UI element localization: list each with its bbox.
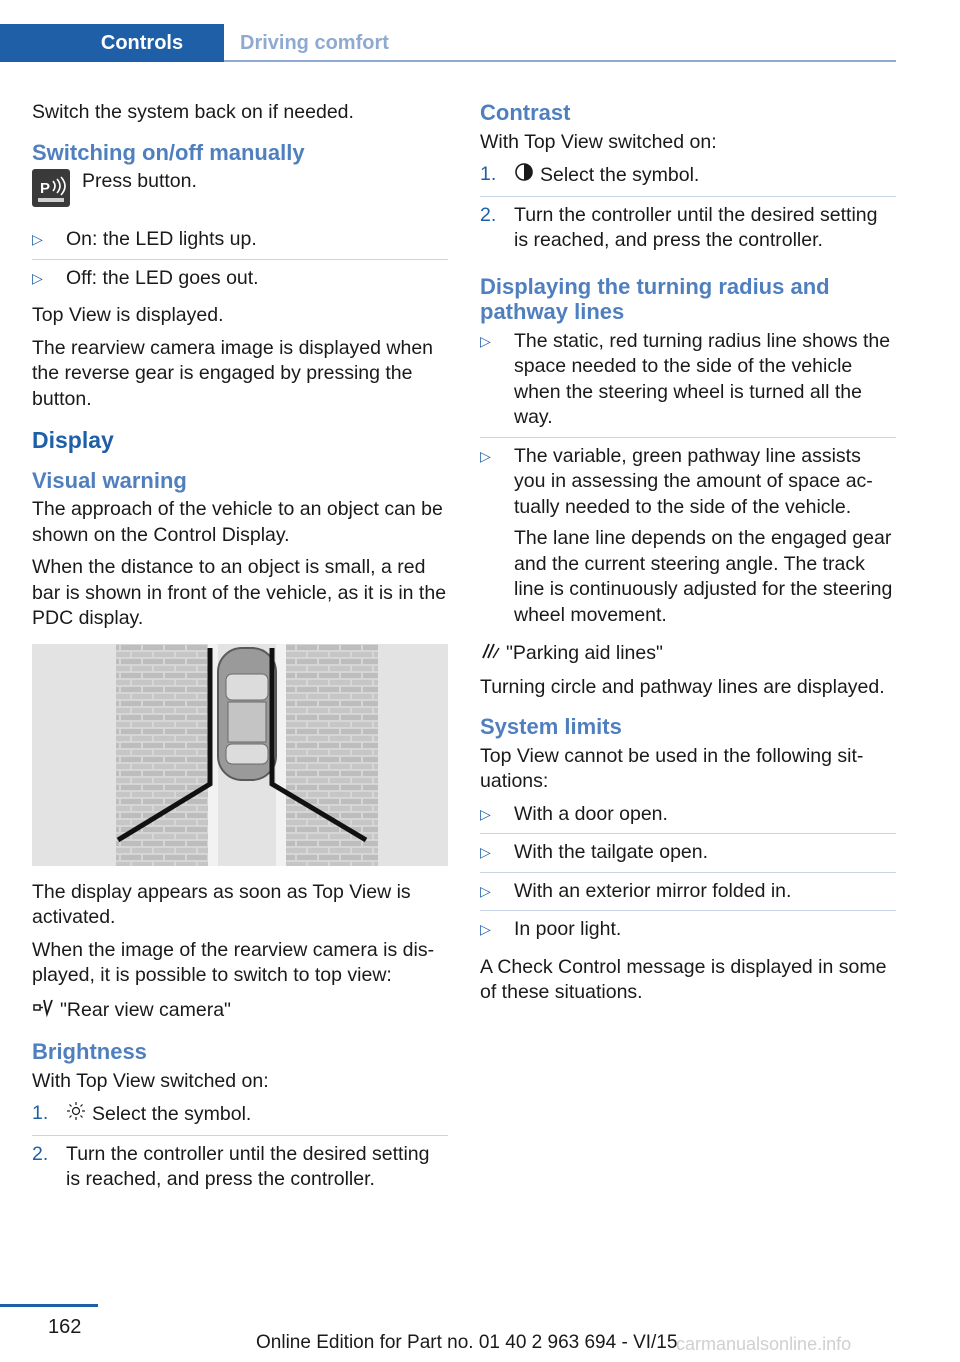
rear-view-camera-row: "Rear view camera" [32, 996, 448, 1026]
list-item: 1. Select the symbol. [480, 162, 896, 197]
triangle-bullet-icon: ▷ [480, 921, 491, 937]
top-view-figure [32, 644, 448, 866]
brightness-steps [32, 1101, 448, 1199]
contrast-intro: With Top View switched on: [480, 130, 717, 153]
list-item: 2. Turn the controller until the desired setting is reached, and press the controller. [32, 1142, 430, 1190]
press-button-row [32, 169, 448, 217]
rearview-text: The rearview camera image is displayed when the reverse gear is engaged by pressing the button. [32, 336, 434, 410]
right-column [480, 100, 896, 1013]
visual-warning-heading: Visual warning [32, 467, 187, 493]
turning-circle-text: Turning circle and pathway lines are displayed. [480, 675, 885, 698]
contrast-icon [514, 162, 534, 190]
tab-controls[interactable]: Controls [0, 24, 224, 62]
intro-text: Switch the system back on if needed. [32, 101, 354, 123]
appears-text: The display appears as soon as Top View is activated. [32, 880, 411, 928]
list-item: ▷ In poor light. [480, 917, 896, 949]
watermark: carmanualsonline.info [676, 1334, 852, 1354]
rear-image-text: When the image of the rearview camera is dis-played, it is possible to switch to top view: [32, 938, 435, 986]
brightness-intro: With Top View switched on: [32, 1069, 269, 1092]
list-item: 2. Turn the controller until the desired setting is reached, and press the controller. [480, 203, 878, 251]
switching-heading: Switching on/off manually [32, 139, 305, 165]
list-item: ▷ The variable, green pathway line assists you in assessing the amount of space ac-tually needed to the side of the vehicle. The lane line depends on the engaged gear and the current steering angle. The track line is continuously adjusted for the steering wheel movement. [480, 444, 896, 635]
lane-line-note: The lane line depends on the engaged gear and the current steering angle. The track line is continuously adjusted for the steering wheel movement. [514, 527, 893, 626]
parking-aid-lines-icon [480, 640, 500, 668]
distance-text: When the distance to an object is small, a red bar is shown in front of the vehicle, as it is in the PDC display. [32, 556, 447, 629]
list-item: ▷ On: the LED lights up. [32, 227, 448, 260]
triangle-bullet-icon: ▷ [32, 269, 43, 286]
triangle-bullet-icon: ▷ [480, 844, 491, 860]
svg-text:P: P [40, 180, 51, 197]
display-heading: Display [32, 427, 114, 453]
parking-aid-lines-row: "Parking aid lines" [480, 640, 896, 668]
rear-view-camera-icon [32, 996, 54, 1026]
left-column [32, 100, 448, 1205]
triangle-bullet-icon: ▷ [480, 447, 491, 464]
list-item: ▷ With an exterior mirror folded in. [480, 879, 896, 912]
tab-driving-comfort[interactable]: Driving comfort [240, 31, 389, 54]
turning-radius-heading: Displaying the turning radius and pathway lines [480, 273, 830, 324]
header-divider [224, 60, 896, 62]
footer-divider [0, 1304, 98, 1307]
approach-text: The approach of the vehicle to an object can be shown on the Control Display. [32, 498, 443, 546]
check-control-text: A Check Control message is displayed in some of these situations. [480, 955, 887, 1003]
top-view-text: Top View is displayed. [32, 304, 224, 326]
brightness-heading: Brightness [32, 1039, 147, 1064]
contrast-steps [480, 162, 896, 260]
edition-text: Online Edition for Part no. 01 40 2 963 694 - VI/15 [256, 1332, 678, 1353]
list-item: 1. Select the symbol. [32, 1101, 448, 1136]
list-item: ▷ With the tailgate open. [480, 840, 896, 873]
limits-bullet-list [480, 802, 896, 949]
page-header [0, 0, 960, 64]
triangle-bullet-icon: ▷ [480, 882, 491, 899]
list-item: ▷ Off: the LED goes out. [32, 266, 448, 298]
list-item: ▷ The static, red turning radius line shows the space needed to the side of the vehicle when the steering wheel is turned all the way. [480, 329, 896, 438]
system-limits-heading: System limits [480, 714, 622, 739]
park-assist-button-icon [32, 169, 70, 207]
triangle-bullet-icon: ▷ [480, 805, 491, 822]
car-top-view [218, 648, 276, 780]
turning-bullet-list [480, 329, 896, 635]
contrast-heading: Contrast [480, 100, 571, 125]
page-footer [0, 1300, 960, 1362]
triangle-bullet-icon: ▷ [480, 332, 491, 349]
page-number: 162 [48, 1316, 82, 1338]
switch-bullet-list [32, 227, 448, 297]
brightness-icon [66, 1101, 86, 1129]
press-button-text: Press button. [82, 170, 197, 192]
limits-intro: Top View cannot be used in the following sit-uations: [480, 744, 864, 792]
list-item: ▷ With a door open. [480, 802, 896, 835]
triangle-bullet-icon: ▷ [32, 231, 43, 247]
